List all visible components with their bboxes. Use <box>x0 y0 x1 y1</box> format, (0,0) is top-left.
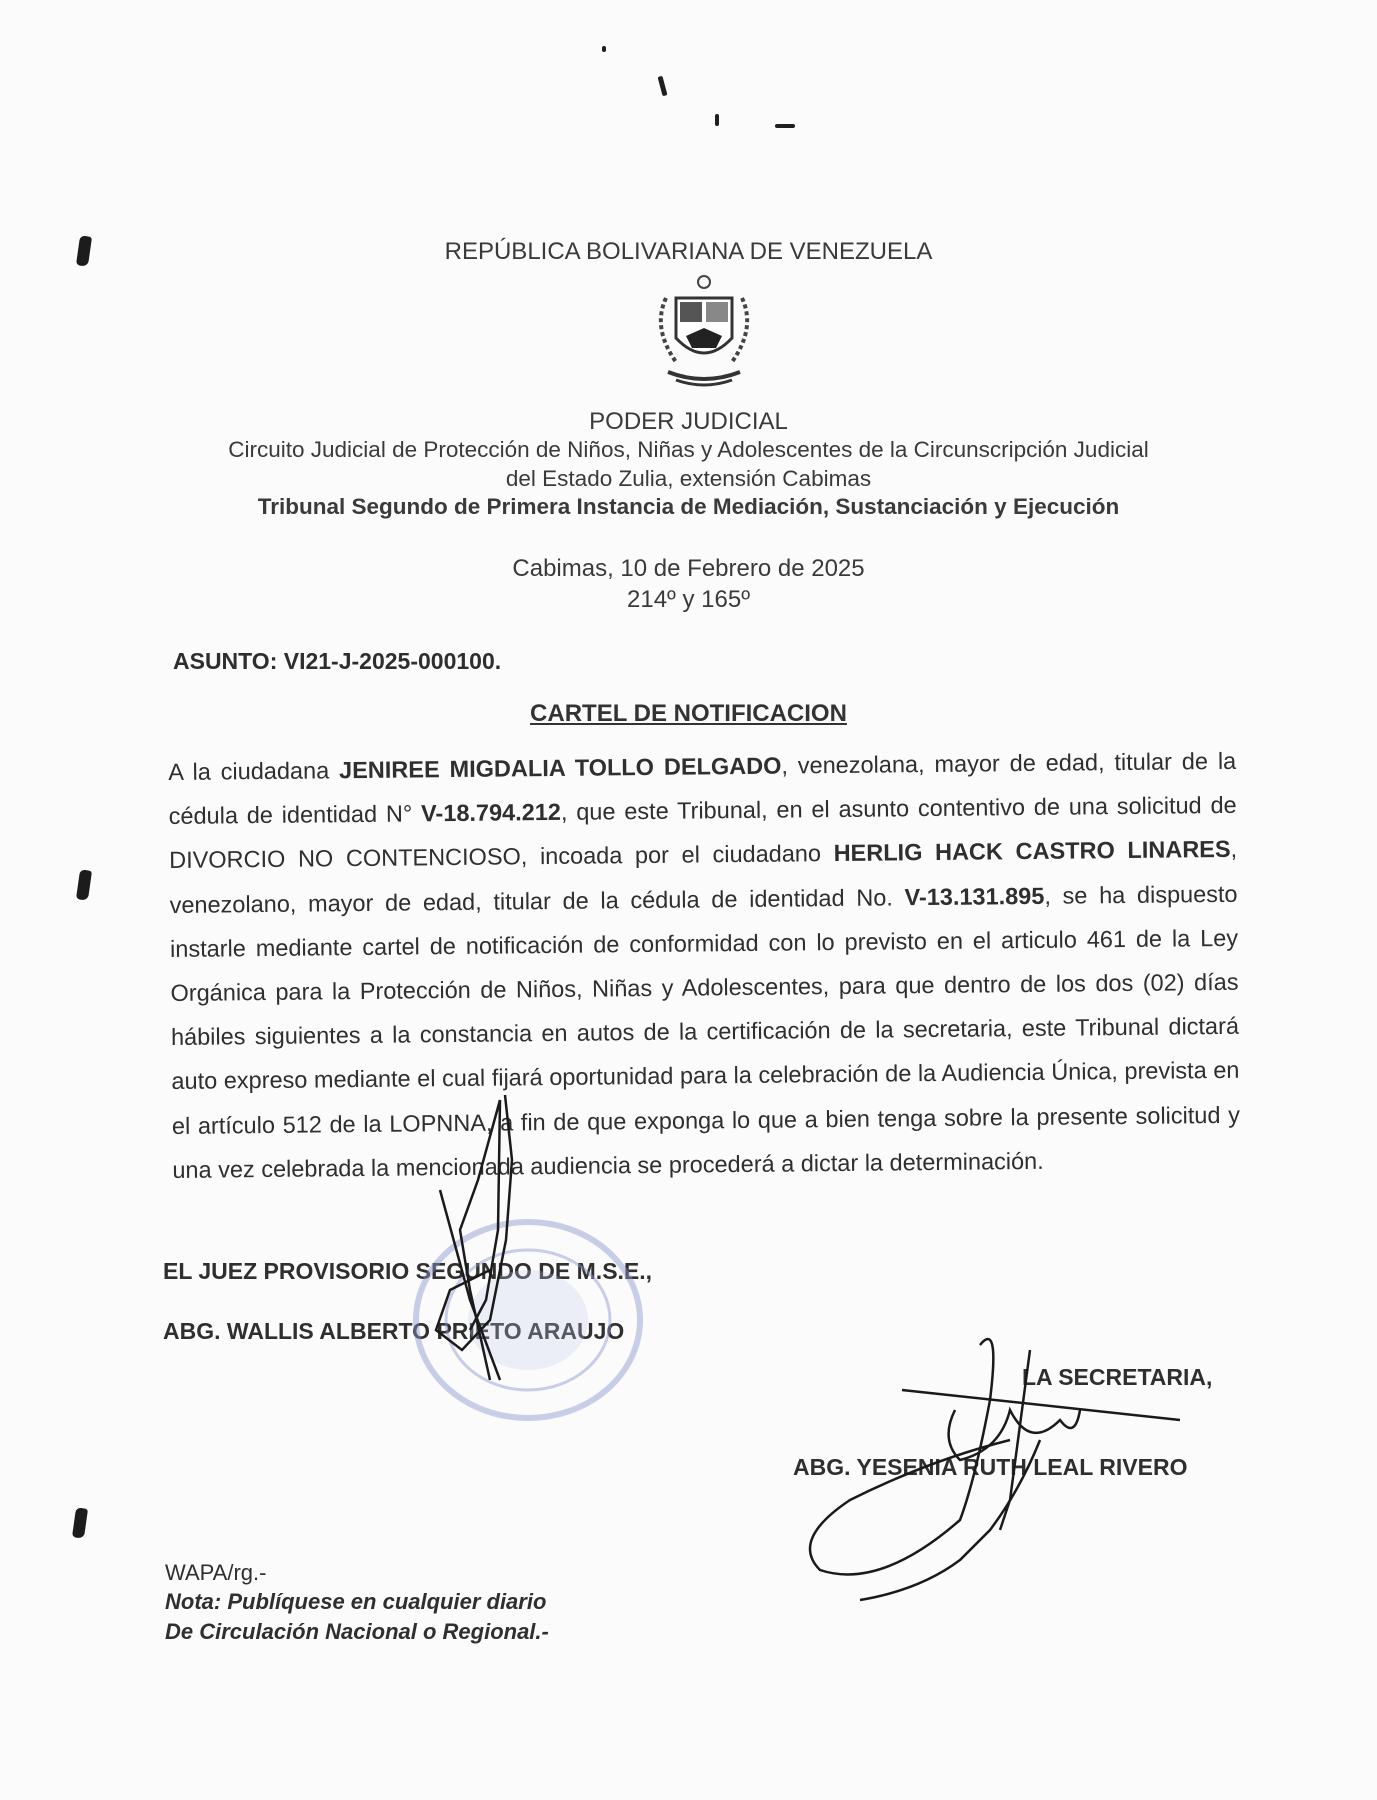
publication-note-line-2: De Circulación Nacional o Regional.- <box>165 1619 549 1644</box>
tribunal-heading: Tribunal Segundo de Primera Instancia de Mediación, Sustanciación y Ejecución <box>257 494 1120 519</box>
document-years: 214º y 165º <box>627 586 750 613</box>
body-text-segment: A la ciudadana <box>168 757 340 785</box>
secretary-name: ABG. YESENIA RUTH LEAL RIVERO <box>793 1454 1188 1480</box>
body-text-segment: , que este Tribunal, en el asunto contentivo de una solicitud de DIVORCIO NO CONTENCIOSO, incoada por el ciudadano <box>169 792 1237 874</box>
circuit-line-1: Circuito Judicial de Protección de Niños, Niñas y Adolescentes de la Circunscripción Judicial <box>228 437 1149 462</box>
recipient-name: JENIREE MIGDALIA TOLLO DELGADO <box>338 752 782 784</box>
recipient-id: V-18.794.212 <box>420 799 562 827</box>
publication-note-line-1: Nota: Publíquese en cualquier diario <box>165 1589 547 1614</box>
circuit-line-2: del Estado Zulia, extensión Cabimas <box>505 466 872 491</box>
judge-name: ABG. WALLIS ALBERTO PRIETO ARAUJO <box>163 1318 625 1344</box>
body-text-segment: , venezolana, mayor de edad, titular de la cédula de identidad N° <box>168 747 1237 830</box>
branch-heading: PODER JUDICIAL <box>589 408 788 435</box>
document-title-text: CARTEL DE NOTIFICACION <box>530 700 847 727</box>
judge-title: EL JUEZ PROVISORIO SEGUNDO DE M.S.E., <box>163 1258 653 1284</box>
document-date: Cabimas, 10 de Febrero de 2025 <box>512 555 865 582</box>
court-stamp <box>416 1222 640 1418</box>
case-number: ASUNTO: VI21-J-2025-000100. <box>173 648 502 674</box>
country-heading: REPÚBLICA BOLIVARIANA DE VENEZUELA <box>444 238 933 265</box>
body-text-segment: , venezolano, mayor de edad, titular de la cédula de identidad No. <box>169 836 1238 918</box>
body-text-segment: , se ha dispuesto instarle mediante cartel de notificación de conformidad con lo previsto en el articulo 461 de la Ley Orgánica para la Protección de Niños, Niñas y Adolescentes, para que dentro de los dos (02) días hábiles siguientes a la constancia en autos de la certificación de la secretaria, este Tribunal dictará auto expreso mediante el cual fijará oportunidad para la celebración de la Audiencia Única, prevista en el artículo 512 de la LOPNNA, a fin de que exponga lo que a bien tenga sobre la presente solicitud y una vez celebrada la mencionada audiencia se procederá a dictar la determinación. <box>169 880 1241 1183</box>
petitioner-name: HERLIG HACK CASTRO LINARES <box>833 836 1231 867</box>
petitioner-id: V-13.131.895 <box>904 882 1045 910</box>
initials: WAPA/rg.- <box>165 1560 267 1585</box>
secretary-signature <box>810 1339 1180 1600</box>
secretary-title: LA SECRETARIA, <box>1022 1364 1213 1390</box>
